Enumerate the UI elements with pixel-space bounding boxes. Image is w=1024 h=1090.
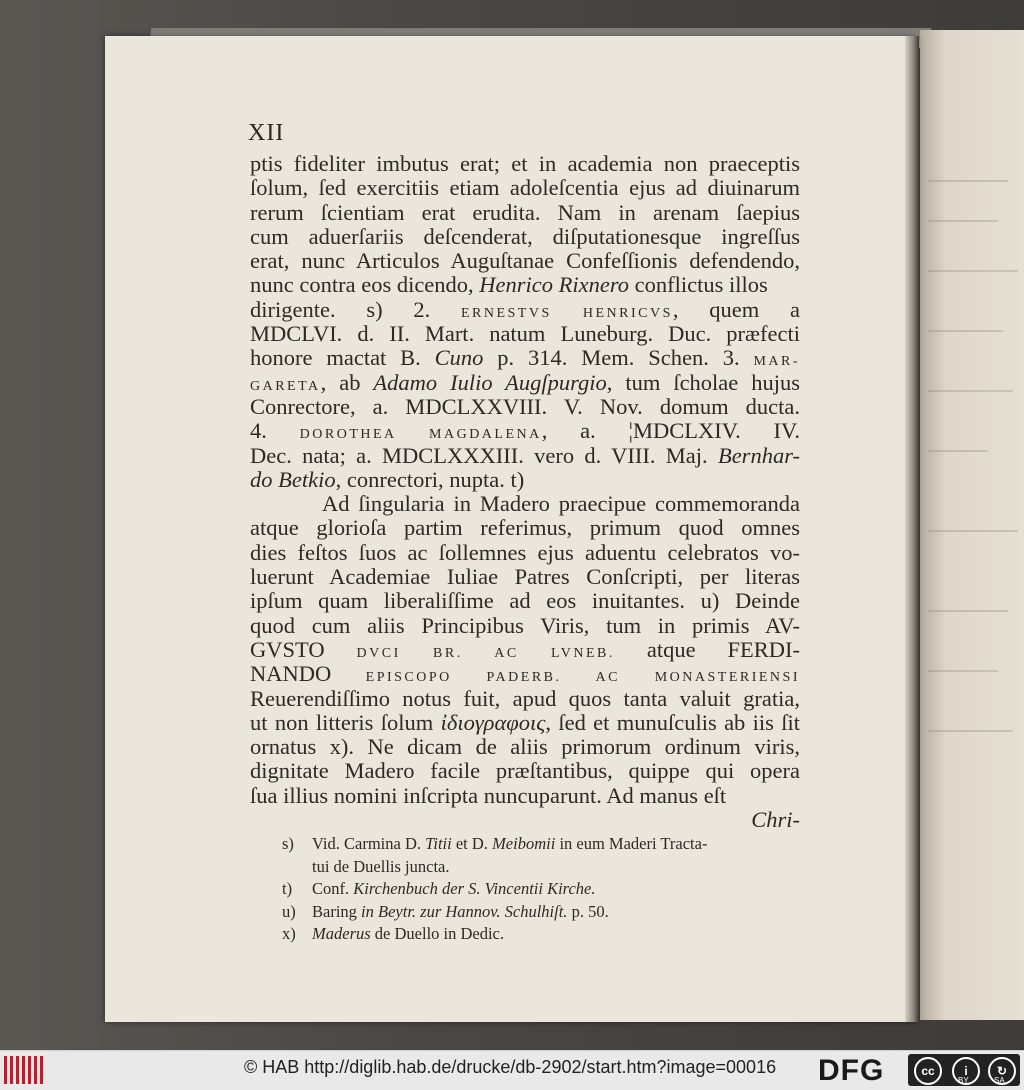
text-run: Henrico Rixnero — [479, 272, 630, 298]
text-run: Bernhar- — [717, 442, 800, 468]
text-run: Dec. nata; a. MDCLXXXIII. vero d. VIII. Maj. — [250, 442, 718, 468]
footnote-mark: s) — [282, 834, 294, 853]
book-gutter — [905, 36, 919, 1022]
text-run: MAR- — [753, 354, 800, 370]
text-run: Chri- — [751, 807, 800, 833]
text-run: ſua illius nomini inſcripta nuncuparunt. Ad manus eſt — [250, 782, 727, 808]
footnote-text — [312, 878, 802, 901]
text-run: dies feſtos ſuos ac ſollemnes ejus aduentu celebratos vo- — [250, 539, 800, 565]
footnote-run: p. 50. — [567, 901, 609, 921]
text-line — [250, 516, 800, 540]
text-line — [250, 176, 800, 200]
body-text — [250, 152, 800, 832]
text-run: rerum ſcientiam erat erudita. Nam in arenam ſaepius — [250, 199, 800, 225]
cc-icon: cc — [914, 1057, 942, 1085]
text-run: atque FERDI- — [614, 636, 800, 662]
text-run: Reuerendiſſimo notus fuit, apud quos tanta valuit gratia, — [250, 685, 800, 711]
footnote-run: Baring — [312, 901, 362, 921]
text-run: ut non litteris ſolum — [250, 709, 441, 735]
footnote-continuation: tui de Duellis juncta. — [312, 856, 450, 876]
text-run: dirigente. s) 2. — [250, 296, 461, 322]
text-line — [250, 395, 800, 419]
text-line — [250, 759, 800, 783]
footnote — [282, 833, 802, 856]
text-line — [250, 735, 800, 759]
text-run: GARETA — [250, 378, 321, 394]
text-line — [250, 638, 800, 662]
text-line — [250, 687, 800, 711]
text-line — [250, 152, 800, 176]
text-run: GVSTO — [250, 636, 357, 662]
text-run: do Betkio — [250, 466, 336, 492]
text-run: ſolum, ſed exercitiis etiam adoleſcentia ejus ad diuinarum — [250, 175, 800, 201]
text-run: MDCLVI. d. II. Mart. natum Luneburg. Duc. præfecti — [250, 321, 800, 347]
text-run: EPISCOPO PADERB. AC MONASTERIENSI — [365, 670, 800, 686]
text-run: Cuno — [434, 345, 484, 371]
text-run: ornatus x). Ne dicam de aliis primorum ordinum viris, — [250, 734, 800, 760]
text-run: , tum ſcholae hujus — [606, 369, 800, 395]
viewer-footer — [0, 1050, 1024, 1090]
footnote-run: Maderus — [312, 924, 371, 944]
text-run: DOROTHEA MAGDALENA — [299, 427, 542, 443]
footnote — [282, 923, 802, 946]
hab-logo-icon[interactable] — [4, 1056, 46, 1084]
text-run: ptis fideliter imbutus erat; et in academia non praeceptis — [250, 151, 800, 176]
footnote-text — [312, 901, 802, 924]
copyright-link[interactable]: © HAB http://diglib.hab.de/drucke/db-2902/start.htm?image=00016 — [244, 1057, 777, 1077]
text-run: , a. ¦MDCLXIV. IV. — [541, 418, 801, 444]
sa-icon: ↻ — [988, 1057, 1016, 1085]
text-line — [250, 492, 800, 516]
text-line — [250, 249, 800, 273]
footnote-run: et D. — [451, 834, 493, 853]
text-run: , ſed et munuſculis ab iis ſit — [545, 709, 800, 735]
text-run: Conrectore, a. MDCLXXVIII. V. Nov. domum ducta. — [250, 393, 800, 419]
text-run: Ad ſingularia in Madero praecipue commemoranda — [322, 491, 800, 517]
text-line — [250, 662, 800, 686]
text-line — [250, 468, 800, 492]
footnote-run: in eum Maderi Tracta- — [555, 834, 708, 853]
text-run: Adamo Iulio Augſpurgio — [373, 369, 607, 395]
footnote-run: Meibomii — [492, 834, 556, 853]
text-run: honore mactat B. — [250, 345, 435, 371]
text-run: cum aduerſariis deſcenderat, diſputationesque ingreſſus — [250, 223, 800, 249]
text-line — [250, 201, 800, 225]
text-line — [250, 273, 800, 297]
text-run: p. 314. Mem. Schen. 3. — [483, 345, 754, 371]
text-line — [250, 322, 800, 346]
footnote-run: Vid. Carmina D. — [312, 834, 426, 853]
footnotes — [282, 833, 802, 946]
footnote-mark: u) — [282, 901, 296, 921]
cc-license-badge[interactable] — [908, 1054, 1020, 1086]
footnote — [282, 901, 802, 924]
text-line — [250, 589, 800, 613]
text-line — [250, 298, 800, 322]
footnote-run: in Beytr. zur Hannov. Schulhiſt. — [361, 901, 568, 921]
text-line — [250, 565, 800, 589]
text-run: atque glorioſa partim referimus, primum quod omnes — [250, 515, 800, 541]
text-run: , ab — [320, 369, 374, 395]
text-line — [250, 541, 800, 565]
text-line — [250, 711, 800, 735]
text-run: ἰδιογραφοις — [440, 709, 546, 735]
footnote-run: Kirchenbuch der S. Vincentii Kirche. — [353, 879, 596, 899]
footnote-run: de Duello in Dedic. — [370, 924, 505, 944]
license-label-sa: SA — [994, 1076, 1005, 1085]
footnote-text — [312, 923, 802, 946]
text-run: erat, nunc Articulos Auguſtanae Confeſſionis defendendo, — [250, 248, 800, 274]
text-line — [250, 808, 800, 832]
text-line — [250, 784, 800, 808]
text-run: ERNESTVS HENRICVS — [460, 305, 673, 321]
footnote-text — [312, 833, 802, 856]
text-line — [250, 346, 800, 370]
text-run: DVCI BR. AC LVNEB. — [356, 645, 615, 661]
facing-page-edge — [920, 30, 1024, 1020]
footnote-mark: x) — [282, 924, 296, 944]
text-run: dignitate Madero facile præſtantibus, quippe qui opera — [250, 758, 800, 784]
text-run: conflictus illos — [629, 272, 768, 298]
license-label-by: BY — [958, 1076, 969, 1085]
text-run: ipſum quam liberaliſſime ad eos inuitantes. u) Deinde — [250, 588, 800, 614]
dfg-logo[interactable]: DFG — [818, 1054, 885, 1087]
text-run: , quem a — [672, 296, 800, 322]
text-run: , conrectori, nupta. t) — [335, 466, 525, 492]
text-run: nunc contra eos dicendo, — [250, 272, 480, 298]
footnote-run: Titii — [425, 834, 452, 853]
footnote — [282, 878, 802, 901]
text-line — [250, 444, 800, 468]
by-icon: i — [952, 1057, 980, 1085]
text-run: 4. — [250, 418, 300, 444]
page-number: XII — [248, 120, 285, 146]
footnote-run: Conf. — [312, 879, 354, 899]
text-run: luerunt Academiae Iuliae Patres Conſcripti, per literas — [250, 564, 800, 590]
text-line — [250, 419, 800, 443]
footnote-mark: t) — [282, 879, 293, 899]
text-run: quod cum aliis Principibus Viris, tum in primis AV- — [250, 612, 800, 638]
text-line — [250, 371, 800, 395]
text-line — [250, 225, 800, 249]
text-line — [250, 614, 800, 638]
text-run: NANDO — [250, 661, 366, 687]
